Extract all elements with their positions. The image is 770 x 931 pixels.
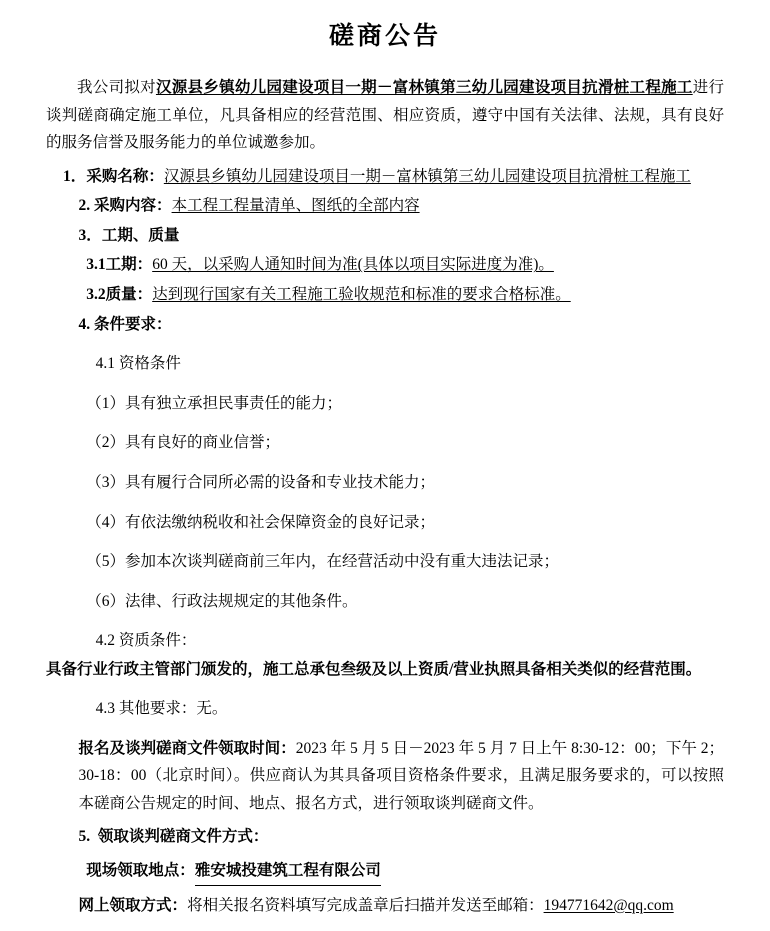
item-3-2-number: 3.2: [86, 286, 106, 304]
qualification-item-text: （5）参加本次谈判磋商前三年内，在经营活动中没有重大违法记录；: [86, 553, 560, 571]
registration-paragraph: [46, 735, 724, 818]
section-2-label: 采购内容：: [94, 197, 172, 215]
credential-text-value: 具备行业行政主管部门颁发的，施工总承包叁级及以上资质/营业执照具备相关类似的经营范围。: [46, 660, 702, 678]
qualification-item-text: （6）法律、行政法规规定的其他条件。: [86, 592, 358, 610]
page-title: 磋商公告: [328, 23, 441, 50]
intro-paragraph: [46, 74, 724, 157]
section-5-title: 领取谈判磋商文件方式：: [97, 828, 269, 846]
qualification-item-text: （3）具有履行合同所必需的设备和专业技术能力；: [86, 473, 436, 491]
onsite-label: 现场领取地点：: [86, 862, 195, 880]
credential-text: [46, 657, 724, 683]
intro-suffix: 进行谈判磋商确定施工单位，凡具备相应的经营范围、相应资质，遵守中国有关法律、法规，具有良好的服务信誉及服务能力的单位诚邀参加。: [46, 79, 724, 152]
intro-project-name: 汉源县乡镇幼儿园建设项目一期－富林镇第三幼儿园建设项目抗滑桩工程施工: [155, 79, 693, 96]
online-pickup-method: [46, 892, 724, 920]
item-4-2-number: 4.2: [95, 632, 115, 650]
item-quality: [46, 281, 724, 309]
subsection-credential: [46, 627, 724, 655]
registration-label: 报名及谈判磋商文件领取时间：: [78, 739, 296, 757]
subsection-other-requirements: [46, 695, 724, 723]
item-3-1-label: 工期：: [105, 256, 153, 274]
section-purchase-content: [46, 192, 724, 220]
item-4-1-number: 4.1: [95, 355, 115, 373]
qualification-item: [46, 509, 724, 537]
section-4-number: 4.: [78, 315, 91, 333]
section-5-number: 5.: [78, 828, 91, 846]
item-schedule: [46, 251, 724, 279]
section-conditions: [46, 311, 724, 339]
subsection-qualification: [46, 350, 724, 378]
qualification-item: [46, 469, 724, 497]
item-4-3-number: 4.3: [95, 700, 115, 718]
qualification-item-text: （2）具有良好的商业信誉；: [86, 434, 281, 452]
item-3-1-value: 60 天，以采购人通知时间为准(具体以项目实际进度为准)。: [152, 256, 554, 274]
section-1-value: 汉源县乡镇幼儿园建设项目一期－富林镇第三幼儿园建设项目抗滑桩工程施工: [163, 167, 691, 185]
section-obtain-method: [46, 823, 724, 851]
item-3-2-label: 质量：: [105, 286, 153, 304]
section-schedule-quality: [46, 222, 724, 250]
item-4-1-title: 资格条件: [118, 355, 181, 373]
qualification-item: [46, 548, 724, 576]
online-text: 将相关报名资料填写完成盖章后扫描并发送至邮箱：: [187, 896, 544, 914]
section-2-number: 2.: [78, 197, 91, 215]
onsite-pickup-location: [46, 857, 724, 886]
section-1-label: 采购名称：: [86, 167, 164, 185]
item-3-1-number: 3.1: [86, 256, 106, 274]
intro-prefix: 我公司拟对: [77, 79, 156, 96]
online-email: 194771642@qq.com: [543, 896, 674, 914]
registration-text: 2023 年 5 月 5 日－2023 年 5 月 7 日上午 8:30-12：00；下午 2；30-18：00（北京时间）。供应商认为其具备项目资格条件要求，且满足服务要求的，可以按照本磋商公告规定的时间、地点、报名方式，进行领取谈判磋商文件。: [78, 739, 724, 812]
section-3-number: 3．: [78, 226, 102, 244]
section-purchase-name: [46, 163, 724, 191]
qualification-item-text: （4）有依法缴纳税收和社会保障资金的良好记录；: [86, 513, 436, 531]
qualification-item-text: （1）具有独立承担民事责任的能力；: [86, 394, 343, 412]
item-4-3-title: 其他要求：无。: [118, 700, 228, 718]
item-4-2-title: 资质条件：: [118, 632, 197, 650]
onsite-value: 雅安城投建筑工程有限公司: [195, 857, 381, 886]
section-2-value: 本工程工程量清单、图纸的全部内容: [171, 197, 420, 215]
section-1-number: 1．: [63, 167, 87, 185]
qualification-item: [46, 429, 724, 457]
section-3-label: 工期、质量: [101, 226, 180, 244]
qualification-item: [46, 390, 724, 418]
qualification-item: [46, 588, 724, 616]
item-3-2-value: 达到现行国家有关工程施工验收规范和标准的要求合格标准。: [152, 286, 571, 304]
online-label: 网上领取方式：: [78, 896, 188, 914]
section-4-title: 条件要求：: [94, 315, 172, 333]
